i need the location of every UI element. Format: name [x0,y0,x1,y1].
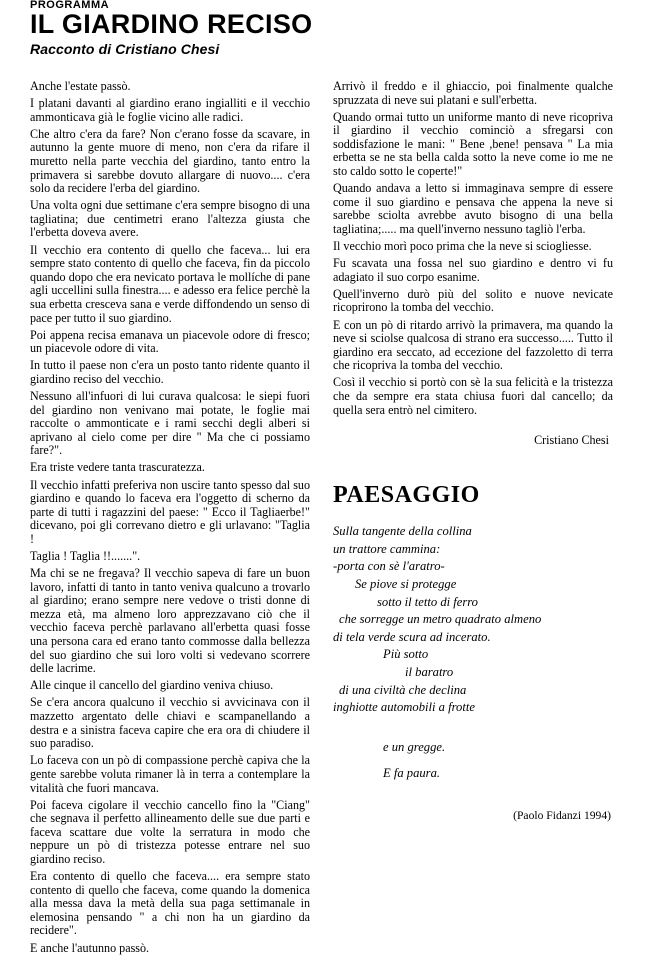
poem-body [333,523,613,783]
poem-line: il baratro [405,664,454,679]
paragraph: Poi faceva cigolare il vecchio cancello fino la "Ciang" che segnava il perfetto allineamento delle sue due parti e faceva scattare due volte la serratura in modo che neppure un pò di tristezza potesse entrare nel suo giardino reciso. [30,797,310,866]
paragraph: Quell'inverno durò più del solito e nuove nevicate ricoprirono la tomba del vecchio. [333,286,613,315]
poem-line: -porta con sè l'aratro- [333,559,445,574]
paragraph: Arrivò il freddo e il ghiaccio, poi finalmente qualche spruzzata di neve sui platani e sull'erbetta. [333,79,613,107]
columns-container [30,79,620,955]
paragraph: Alle cinque il cancello del giardino veniva chiuso. [30,678,274,693]
poem-line: Più sotto [383,647,429,662]
paragraph: Il vecchio infatti preferiva non uscire tanto spesso dal suo giardino e quando lo faceva era l'oggetto di scherno da parte di tutti i ragazzini del paese: " Ecco il Tagliaerbe!" dicevano, poi gli correvano dietro e gli urlavano: "Taglia ! [30,477,310,546]
paragraph: E con un pò di ritardo arrivò la primavera, ma quando la neve si sciolse qualcosa di strano era successo..... Tutto il giardino era seccato, ad eccezione del fazzoletto di terra che ricopriva la tomba del vecchio. [333,317,613,373]
paragraph: Era contento di quello che faceva.... era sempre stato contento di quello che faceva, come quando la domenica alla messa dava la metà della sua paga settimanale in elemosina pensando " a chi non ha un giardino da recidere". [30,869,310,938]
page-title: IL GIARDINO RECISO [30,9,313,39]
paragraph: Nessuno all'infuori di lui curava qualcosa: le siepi fuori del giardino non venivano mai potate, le foglie mai raccolte o ammonticate e i rami secchi degli alberi si aprivano al cielo come per dire " Ma che ci possiamo fare?". [30,388,310,458]
paragraph: Poi appena recisa emanava un piacevole odore di fresco; un piacevole odore di vita. [30,327,310,356]
paragraph: Così il vecchio si portò con sè la sua felicità e la tristezza che da sempre era stata chiusa fuori dal cancello; da quella sera entrò nel cimitero. [333,375,613,417]
poem-line: che sorregge un metro quadrato almeno [339,612,542,627]
poem-line: sotto il tetto di ferro [377,594,478,609]
paragraph: Ma chi se ne fregava? Il vecchio sapeva di fare un buon lavoro, infatti di tanto in tanto veniva qualcuno a trovarlo al giardino; erano sempre nere vedove o tristi donne di mezza età, ma almeno loro apprezzavano ciò che il vecchio faceva perchè parlavano all'erbetta quasi fosse una persona cara ed erano tanto commosse dalla bellezza del suo giardino che sui loro volti si vedevano scorrere delle lacrime. [30,566,310,676]
poem-line: E fa paura. [383,766,441,781]
poem-line: Se piove si protegge [355,576,457,591]
left-column-body [30,80,310,955]
poem-line: e un gregge. [383,739,446,754]
document-header [30,0,620,57]
paragraph: Il vecchio era contento di quello che faceva... lui era sempre stato contento di quello che faceva, fin da piccolo quando dopo che era nevicato portava le mollíche di pane agli uccellini sulla finestra.... e adesso era felice perchè la sua erbetta cresceva sana e verde diffondendo un senso di pace per tutto il suo giardino. [30,242,310,325]
poem-credit: (Paolo Fidanzi 1994) [513,808,611,822]
paragraph: Era triste vedere tanta trascuratezza. [30,460,205,475]
paragraph: Taglia ! Taglia !!.......". [30,549,141,563]
poem-line: Sulla tangente della collina [333,524,472,539]
poem-spacer [333,717,613,739]
poem-line: inghiotte automobili a frotte [333,700,475,715]
paragraph: Quando andava a letto si immaginava sempre di essere come il suo giardino e pensava che appena la neve si sarebbe sciolta avrebbe avuto bisogno di una bella tagliatina;..... ma quell'inverno nessuno tagliò l'erba. [333,181,613,236]
paragraph: Una volta ogni due settimane c'era sempre bisogno di una tagliatina; due centimetri erano l'altezza giusta che l'erbetta doveva avere. [30,198,310,240]
paragraph: Fu scavata una fossa nel suo giardino e dentro vi fu adagiato il suo corpo esanime. [333,256,613,284]
poem-title: PAESAGGIO [333,482,480,509]
story-signature: Cristiano Chesi [534,433,609,448]
poem-line: un trattore cammina: [333,541,441,556]
poem-line: di una civiltà che declina [339,682,467,697]
poem-spacer [333,756,613,765]
paragraph: Lo faceva con un pò di compassione perchè capiva che la gente sarebbe voluta rimaner là in terra a contemplare la vitalità che fuori mancava. [30,753,310,795]
paragraph: Il vecchio morì poco prima che la neve si sciogliesse. [333,239,592,254]
paragraph: Anche l'estate passò. [30,79,131,93]
paragraph: E anche l'autunno passò. [30,940,150,955]
right-column [333,80,613,822]
paragraph: In tutto il paese non c'era un posto tanto ridente quanto il giardino reciso del vecchio. [30,358,310,386]
subtitle: Racconto di Cristiano Chesi [30,41,220,57]
paragraph: Se c'era ancora qualcuno il vecchio si avvicinava con il mazzetto argentato delle chiavi e scampanellando a destra e a sinistra faceva capire che era ora di chiudere il suo paradiso. [30,695,310,751]
right-column-body [333,80,613,417]
left-column [30,80,310,955]
pretitle: PROGRAMMA [30,0,110,9]
paragraph: Quando ormai tutto un uniforme manto di neve ricopriva il giardino il vecchio cominciò a sfregarsi con soddisfazione le mani: " Bene ,bene! pensava " La mia erbetta se ne sta bella calda sotto la neve come io me ne sto caldo sotto le coperte!" [333,109,613,179]
paragraph: I platani davanti al giardino erano ingialliti e il vecchio ammonticava già le foglie vicino alle radici. [30,96,310,124]
paragraph: Che altro c'era da fare? Non c'erano fosse da scavare, in autunno la gente muore di meno, non c'era da rifare il muretto nella parte vecchia del giardino, tanto entro la primavera si sarebbe dovuto allargare di nuovo.... c'era solo da recidere l'erba del giardino. [30,126,310,196]
poem-line: di tela verde scura ad incerato. [333,629,491,644]
